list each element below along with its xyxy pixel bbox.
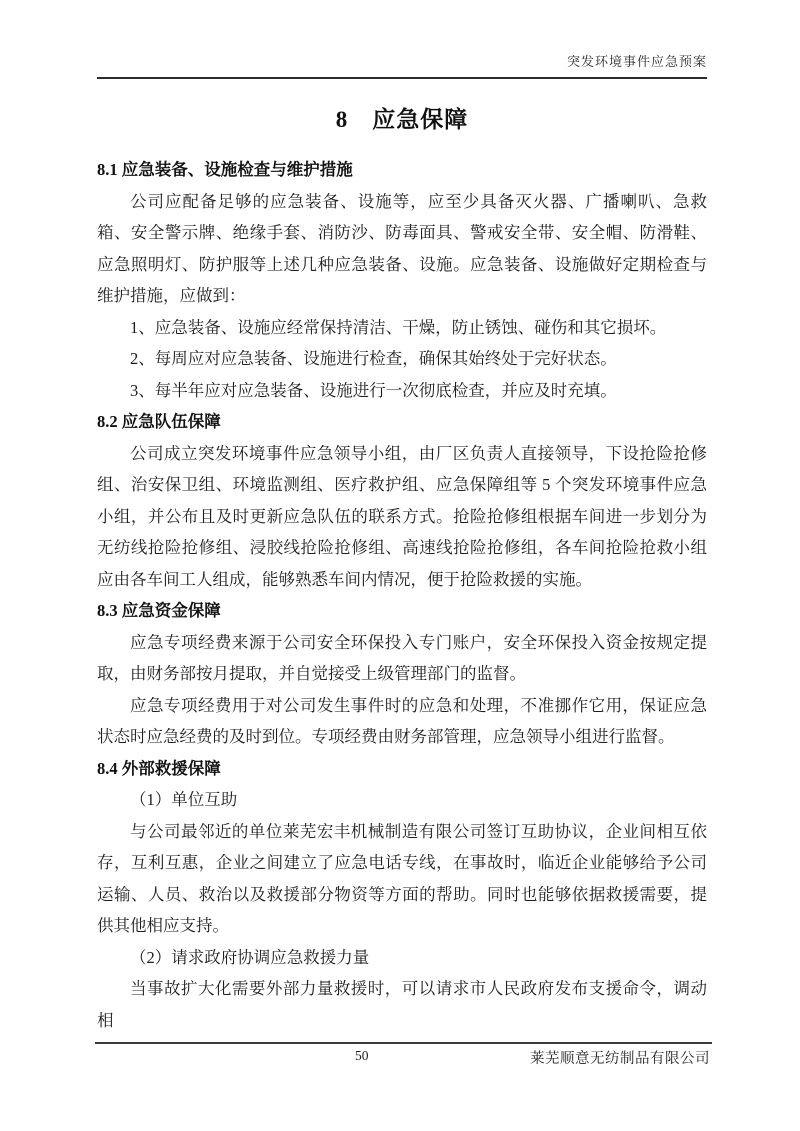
list-item: 1、应急装备、设施应经常保持清洁、干燥，防止锈蚀、碰伤和其它损坏。	[130, 317, 667, 337]
chapter-title: 8 应急保障	[335, 107, 469, 132]
section-8-3	[97, 595, 707, 753]
section-8-4	[97, 753, 707, 1037]
header-doc-title: 突发环境事件应急预案	[566, 54, 707, 69]
document-body	[97, 154, 707, 1036]
list-item: 3、每半年应对应急装备、设施进行一次彻底检查，并应及时充填。	[130, 380, 617, 400]
section-8-1	[97, 154, 707, 406]
paragraph: 与公司最邻近的单位莱芜宏丰机械制造有限公司签订互助协议，企业间相互依存，互利互惠，企业之间建立了应急电话专线，在事故时，临近企业能够给予公司运输、人员、救治以及救援部分物资等方面的帮助。同时也能够依据救援需要，提供其他相应支持。	[97, 821, 707, 935]
section-heading-8-1: 8.1 应急装备、设施检查与维护措施	[97, 160, 353, 179]
paragraph: 当事故扩大化需要外部力量救援时，可以请求市人民政府发布支援命令，调动相	[97, 979, 707, 1030]
sub-item-heading: （2）请求政府协调应急救援力量	[130, 947, 370, 967]
paragraph: 应急专项经费用于对公司发生事件时的应急和处理，不准挪作它用，保证应急状态时应急经费的及时到位。专项经费由财务部管理，应急领导小组进行监督。	[97, 695, 707, 746]
section-heading-8-4: 8.4 外部救援保障	[97, 758, 221, 778]
sub-item-heading: （1）单位互助	[130, 790, 238, 809]
section-8-2	[97, 406, 707, 595]
page-content	[97, 0, 707, 1036]
page-header	[97, 0, 707, 79]
section-heading-8-2: 8.2 应急队伍保障	[97, 412, 221, 431]
page-number: 50	[355, 1048, 369, 1063]
paragraph: 公司成立突发环境事件应急领导小组，由厂区负责人直接领导，下设抢险抢修组、治安保卫组、环境监测组、医疗救护组、应急保障组等 5 个突发环境事件应急小组，并公布且及时更新应急队伍的联系方式。抢险抢修组根据车间进一步划分为无纺线抢险抢修组、浸胶线抢险抢修组、高速线抢险抢修组，各车间抢险抢救小组应由各车间工人组成，能够熟悉车间内情况，便于抢险救援的实施。	[97, 443, 707, 589]
list-item: 2、每周应对应急装备、设施进行检查，确保其始终处于完好状态。	[130, 349, 617, 368]
paragraph: 公司应配备足够的应急装备、设施等，应至少具备灭火器、广播喇叭、急救箱、安全警示牌、绝缘手套、消防沙、防毒面具、警戒安全带、安全帽、防滑鞋、应急照明灯、防护服等上述几种应急装备、设施。应急装备、设施做好定期检查与维护措施，应做到：	[97, 191, 707, 305]
footer-company-name: 莱芜顺意无纺制品有限公司	[530, 1051, 710, 1067]
section-heading-8-3: 8.3 应急资金保障	[97, 601, 221, 620]
paragraph: 应急专项经费来源于公司安全环保投入专门账户，安全环保投入资金按规定提取，由财务部按月提取，并自觉接受上级管理部门的监督。	[97, 632, 707, 683]
page-footer	[95, 1042, 712, 1074]
